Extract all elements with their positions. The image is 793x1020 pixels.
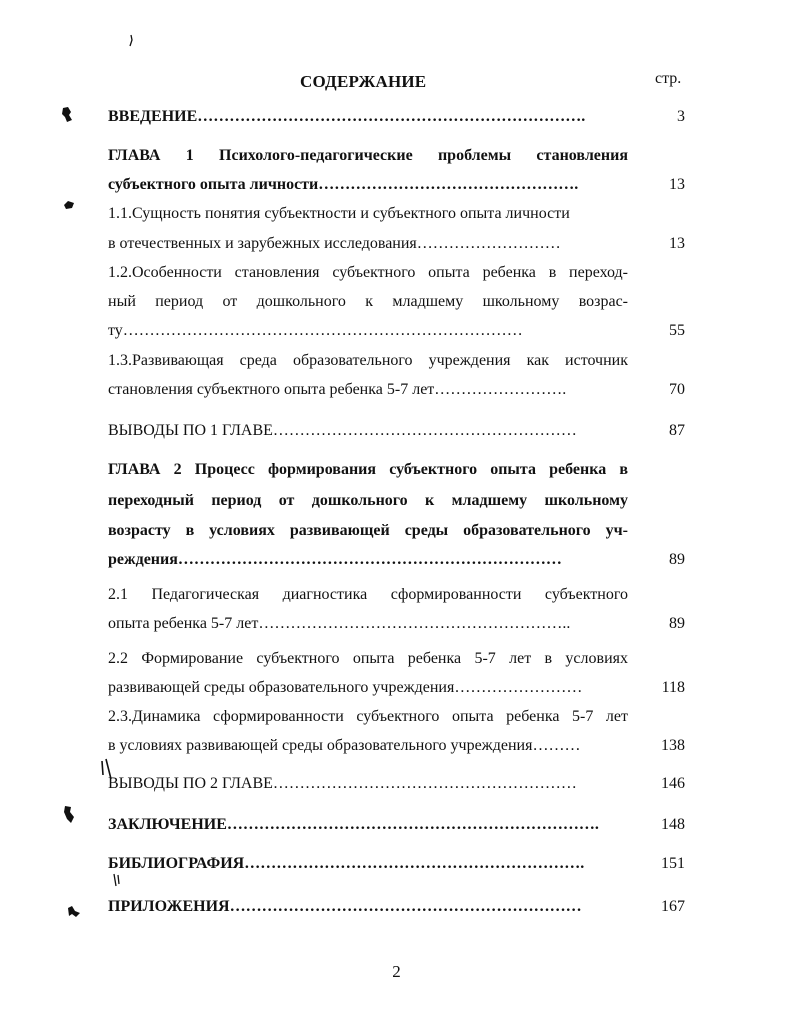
toc-line: в условиях развивающей среды образовательного учреждения……… xyxy=(108,737,581,754)
scan-speck-icon xyxy=(128,34,134,48)
handwritten-mark-icon xyxy=(100,757,114,783)
toc-line: 2.1 Педагогическая диагностика сформированности субъектного xyxy=(108,586,628,603)
toc-line: ВВЕДЕНИЕ………………………………………………………………. xyxy=(108,108,586,125)
toc-page-number: 89 xyxy=(669,551,685,568)
toc-page-number: 138 xyxy=(661,737,685,754)
page-title: СОДЕРЖАНИЕ xyxy=(300,72,427,91)
toc-page-number: 87 xyxy=(669,422,685,439)
scan-speck-icon xyxy=(62,200,76,210)
toc-line: переходный период от дошкольного к младшему школьному xyxy=(108,492,628,509)
toc-line: 2.2 Формирование субъектного опыта ребенка 5-7 лет в условиях xyxy=(108,650,628,667)
scan-speck-icon xyxy=(60,106,74,124)
toc-line: ВЫВОДЫ ПО 1 ГЛАВЕ………………………………………………… xyxy=(108,422,577,439)
toc-page-number: 70 xyxy=(669,381,685,398)
toc-line: 2.3.Динамика сформированности субъектного опыта ребенка 5-7 лет xyxy=(108,708,628,725)
toc-page-number: 148 xyxy=(661,816,685,833)
handwritten-mark-icon xyxy=(112,872,122,890)
toc-page-number: 89 xyxy=(669,615,685,632)
toc-page-number: 55 xyxy=(669,322,685,339)
toc-line: 1.3.Развивающая среда образовательного учреждения как источник xyxy=(108,352,628,369)
toc-page-number: 118 xyxy=(661,679,685,696)
toc-page-number: 3 xyxy=(677,108,685,125)
toc-line: ВЫВОДЫ ПО 2 ГЛАВЕ………………………………………………… xyxy=(108,775,577,792)
toc-page-number: 151 xyxy=(661,855,685,872)
toc-page-number: 13 xyxy=(669,176,685,193)
scan-speck-icon xyxy=(66,905,82,919)
toc-line: ГЛАВА 1 Психолого-педагогические проблемы становления xyxy=(108,147,628,164)
toc-page-number: 167 xyxy=(661,898,685,915)
toc-line: ЗАКЛЮЧЕНИЕ……………………………………………………………. xyxy=(108,816,599,833)
toc-line: БИБЛИОГРАФИЯ………………………………………………………. xyxy=(108,855,585,872)
toc-line: становления субъектного опыта ребенка 5-7 лет……………………. xyxy=(108,381,567,398)
toc-line: ту………………………………………………………………… xyxy=(108,322,523,339)
toc-line: опыта ребенка 5-7 лет………………………………………………….. xyxy=(108,615,571,632)
toc-page-number: 146 xyxy=(661,775,685,792)
toc-line: 1.1.Сущность понятия субъектности и субъектного опыта личности xyxy=(108,205,570,222)
toc-page-number: 13 xyxy=(669,235,685,252)
footer-page-number: 2 xyxy=(392,962,401,981)
page-column-label: стр. xyxy=(655,70,682,87)
toc-line: развивающей среды образовательного учреждения…………………… xyxy=(108,679,583,696)
toc-line: ПРИЛОЖЕНИЯ………………………………………………………… xyxy=(108,898,582,915)
toc-line: 1.2.Особенности становления субъектного опыта ребенка в переход- xyxy=(108,264,628,281)
toc-line: реждения……………………………………………………………… xyxy=(108,551,562,568)
toc-line: возрасту в условиях развивающей среды образовательного уч- xyxy=(108,522,628,539)
toc-line: ГЛАВА 2 Процесс формирования субъектного опыта ребенка в xyxy=(108,461,628,478)
scan-speck-icon xyxy=(62,805,76,825)
toc-line: ный период от дошкольного к младшему школьному возрас- xyxy=(108,293,628,310)
toc-line: субъектного опыта личности…………………………………………. xyxy=(108,176,579,193)
toc-line: в отечественных и зарубежных исследования……………………… xyxy=(108,235,561,252)
